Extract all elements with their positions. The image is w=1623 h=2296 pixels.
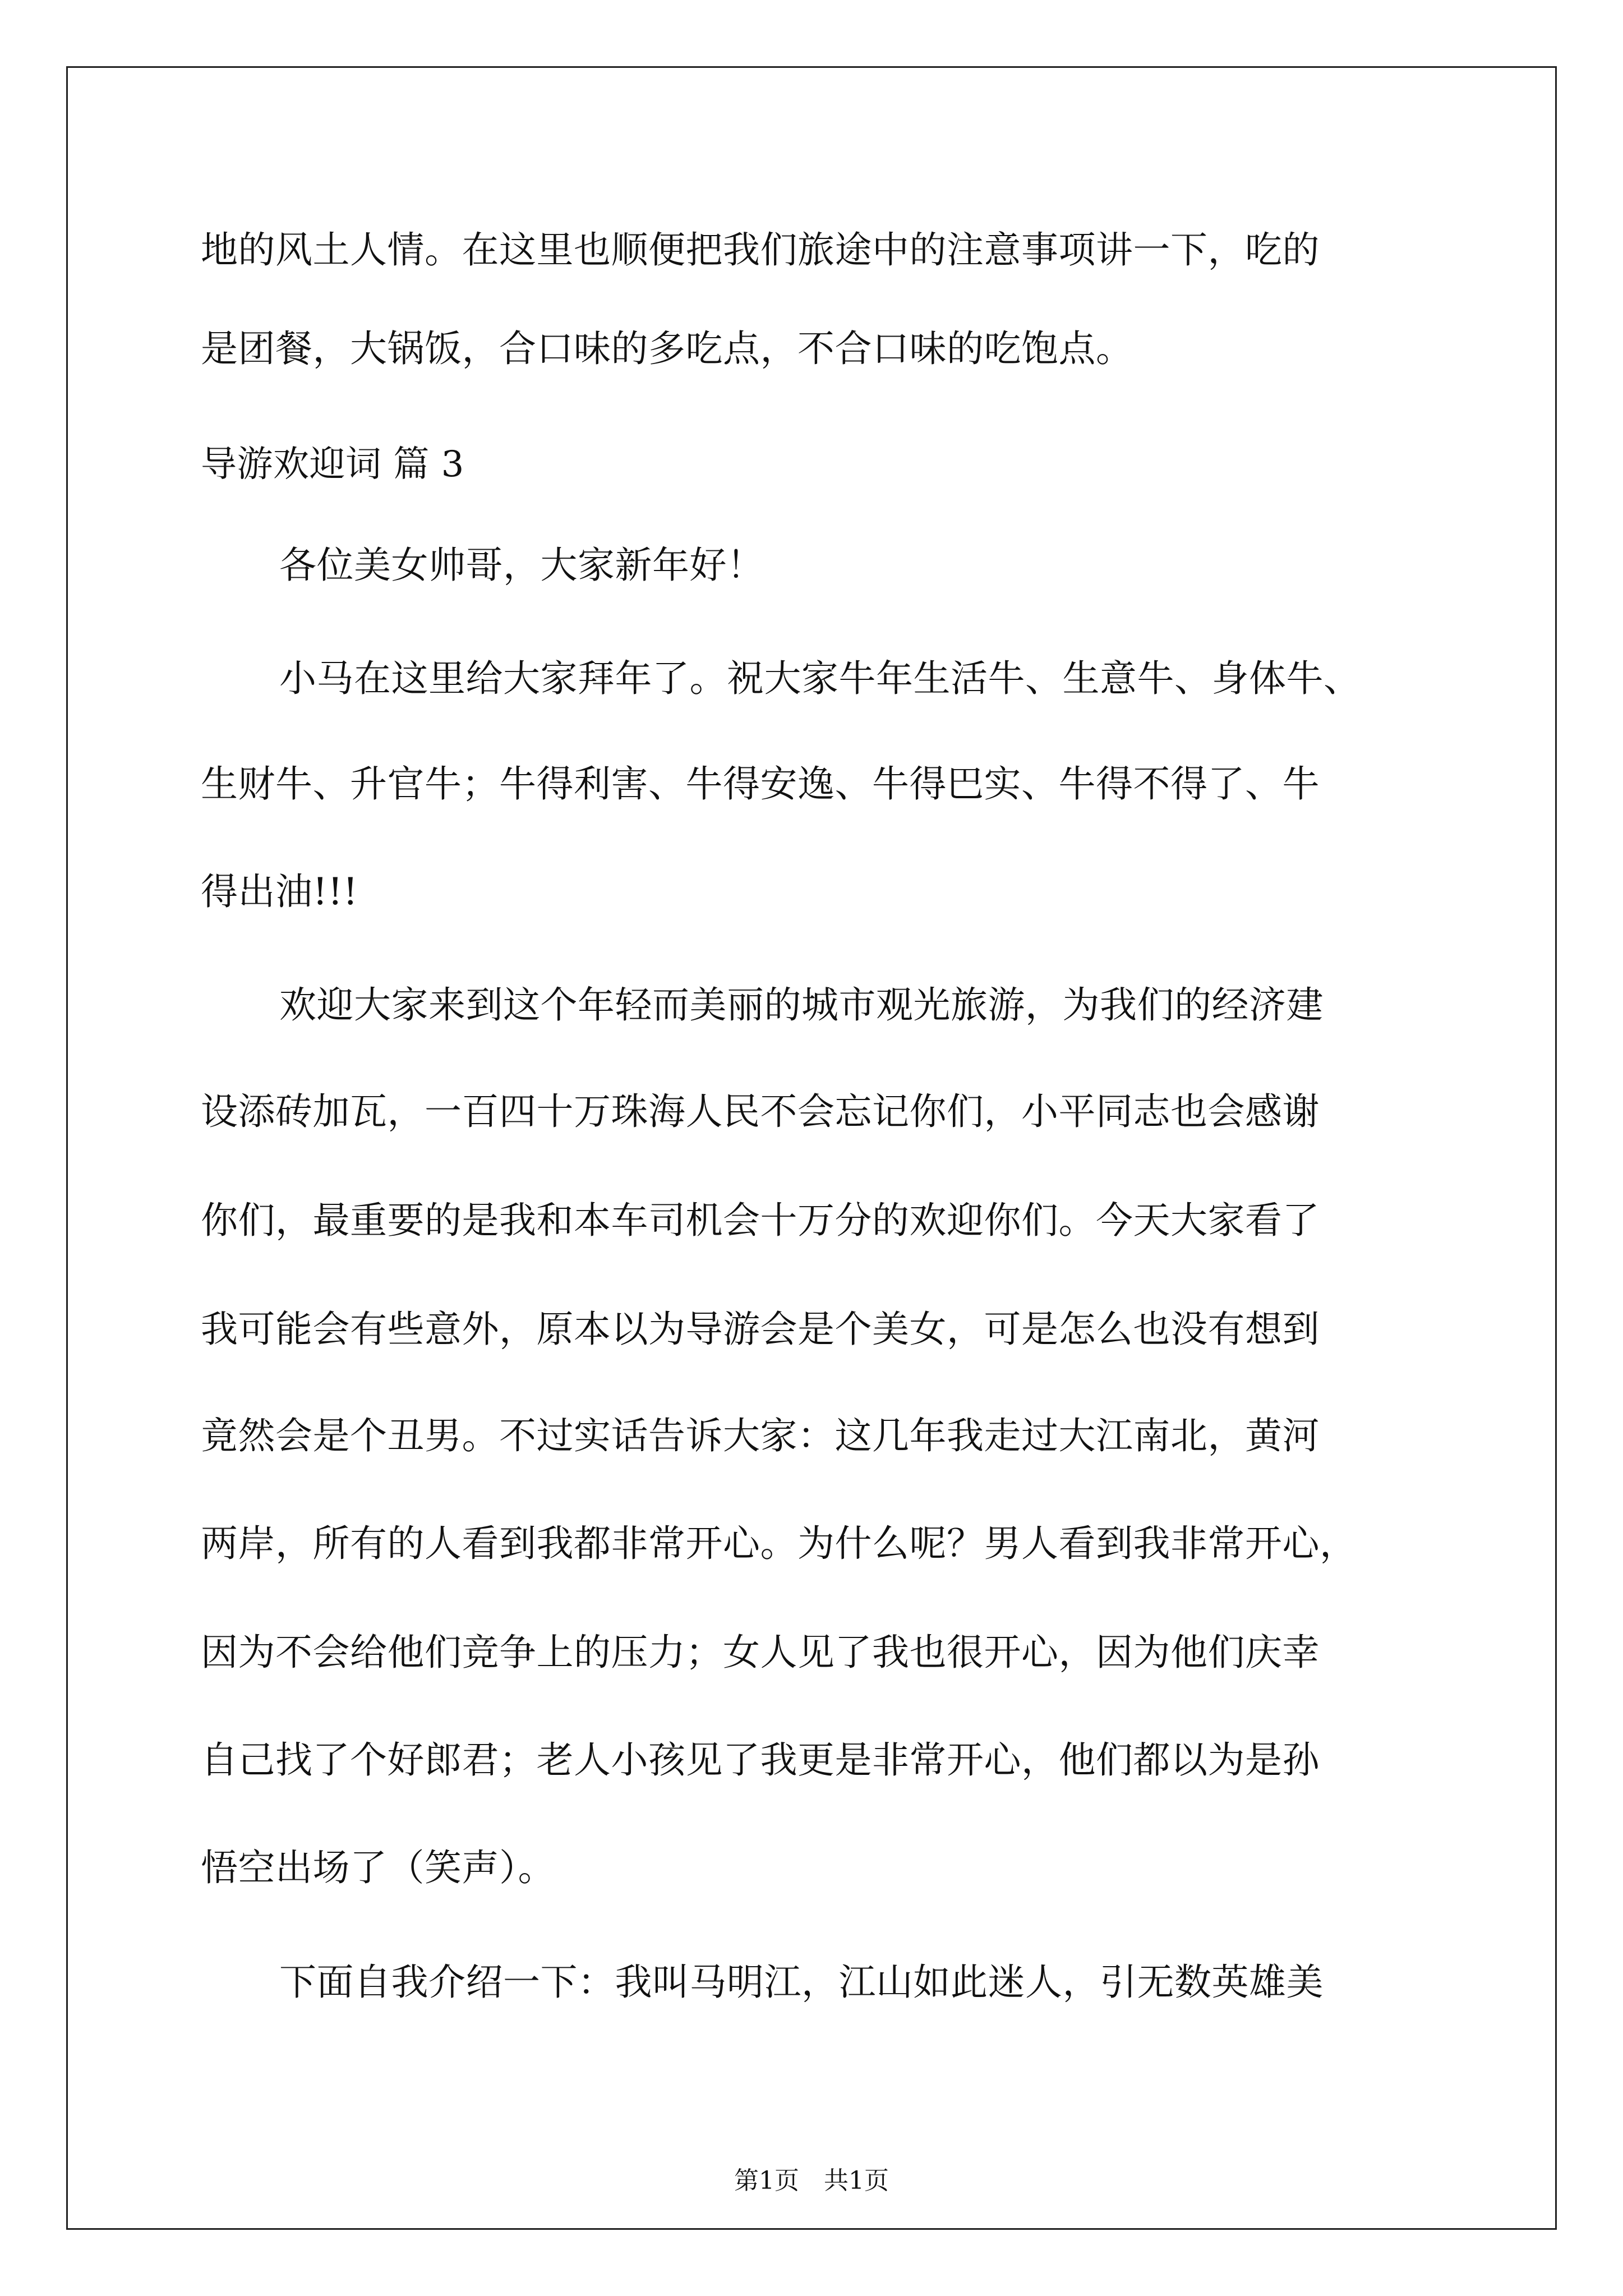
text-line: 竟然会是个丑男。不过实话告诉大家：这几年我走过大江南北，黄河	[201, 1414, 1320, 1457]
paragraph-start-line: 各位美女帅哥，大家新年好！	[279, 544, 764, 587]
text-line: 因为不会给他们竞争上的压力；女人见了我也很开心，因为他们庆幸	[201, 1631, 1320, 1674]
section-heading: 导游欢迎词 篇 3	[201, 444, 464, 485]
text-line: 设添砖加瓦，一百四十万珠海人民不会忘记你们，小平同志也会感谢	[201, 1090, 1320, 1133]
text-line: 我可能会有些意外，原本以为导游会是个美女，可是怎么也没有想到	[201, 1308, 1320, 1351]
page-number-footer: 第1页 共1页	[734, 2166, 889, 2195]
text-line: 你们，最重要的是我和本车司机会十万分的欢迎你们。今天大家看了	[201, 1199, 1320, 1242]
text-line: 悟空出场了（笑声）。	[201, 1846, 555, 1889]
text-line: 得出油!!!	[201, 870, 358, 913]
text-line: 是团餐，大锅饭，合口味的多吃点，不合口味的吃饱点。	[201, 327, 1133, 370]
paragraph-start-line: 下面自我介绍一下：我叫马明江，江山如此迷人，引无数英雄美	[279, 1961, 1324, 2004]
paragraph-start-line: 欢迎大家来到这个年轻而美丽的城市观光旅游，为我们的经济建	[279, 983, 1324, 1027]
text-line: 两岸，所有的人看到我都非常开心。为什么呢？男人看到我非常开心，	[201, 1522, 1357, 1565]
text-line: 地的风土人情。在这里也顺便把我们旅途中的注意事项讲一下，吃的	[201, 228, 1320, 272]
text-line: 生财牛、升官牛；牛得利害、牛得安逸、牛得巴实、牛得不得了、牛	[201, 762, 1320, 806]
text-line: 自己找了个好郎君；老人小孩见了我更是非常开心，他们都以为是孙	[201, 1738, 1320, 1782]
paragraph-start-line: 小马在这里给大家拜年了。祝大家牛年生活牛、生意牛、身体牛、	[279, 657, 1361, 700]
page-border	[66, 66, 1557, 2230]
